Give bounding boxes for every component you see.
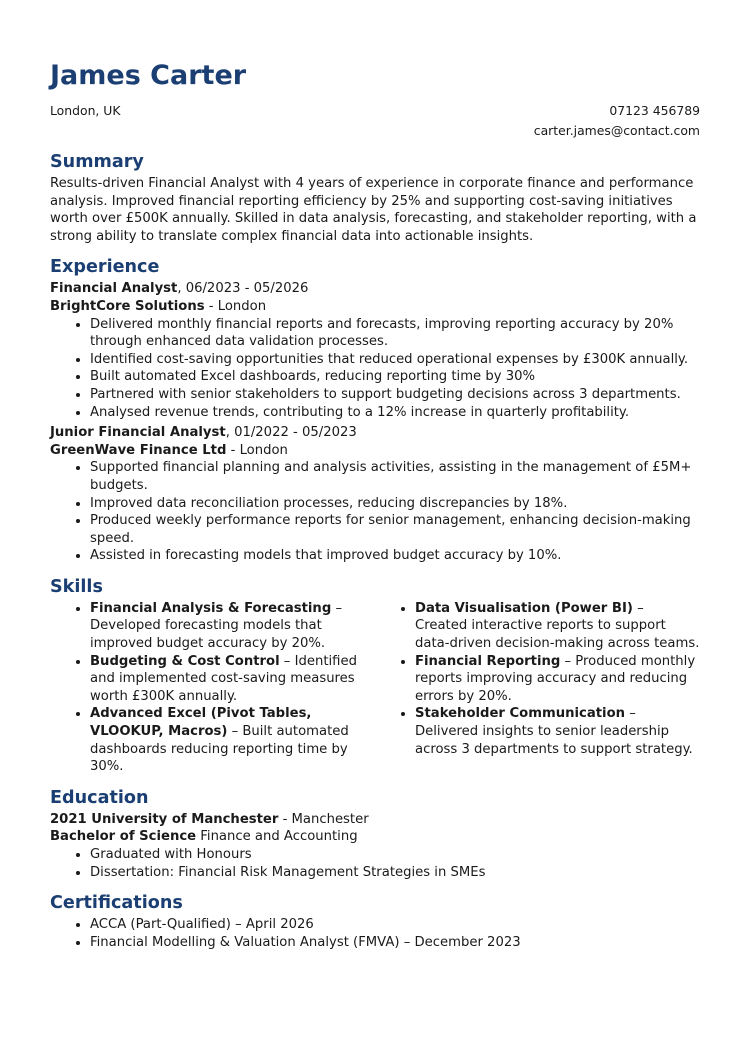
skill-item <box>415 653 700 706</box>
skill-desc: – Built automated dashboards reducing reporting time by 30%. <box>90 724 349 775</box>
list-item: • Dissertation: Financial Risk Management Strategies in SMEs <box>90 864 700 882</box>
job-entry <box>50 280 700 421</box>
job-company: BrightCore Solutions <box>50 298 205 314</box>
skills-section <box>50 576 700 776</box>
degree-line <box>50 828 700 846</box>
experience-section <box>50 256 700 565</box>
skill-desc: – Identified and implemented cost-saving measures worth £300K annually. <box>90 653 357 704</box>
summary-section <box>50 151 700 245</box>
list-item: • Financial Modelling & Valuation Analyst (FMVA) – December 2023 <box>90 934 700 952</box>
list-item: • ACCA (Part-Qualified) – April 2026 <box>90 916 700 934</box>
contact-details <box>534 101 700 140</box>
certifications-list <box>50 916 700 951</box>
summary-text: Results-driven Financial Analyst with 4 years of experience in corporate finance and performance analysis. Improved financial reporting efficiency by 25% and supporting cost-saving initiatives worth over £500K annually. Skilled in data analysis, forecasting, and stakeholder reporting, with a strong ability to translate complex financial data into actionable insights. <box>50 176 697 244</box>
job-company-line <box>50 298 700 316</box>
skills-column-right <box>375 600 700 776</box>
job-dates: , 01/2022 - 05/2023 <box>225 425 357 441</box>
skill-item <box>90 600 375 653</box>
list-item: • Produced weekly performance reports for senior management, enhancing decision-making speed. <box>90 512 700 547</box>
education-bullets <box>50 846 700 881</box>
job-entry <box>50 424 700 565</box>
skill-desc: – Developed forecasting models that improved budget accuracy by 20%. <box>90 600 343 652</box>
certifications-title: Certifications <box>50 893 183 914</box>
email-text: carter.james@contact.com <box>533 122 700 138</box>
skills-columns <box>50 600 700 776</box>
candidate-name: James Carter <box>50 60 247 91</box>
degree-name: Bachelor of Science <box>50 829 197 845</box>
location-text: London, UK <box>50 103 121 118</box>
contact-row <box>50 101 700 140</box>
job-bullets <box>50 316 700 422</box>
list-item: • Graduated with Honours <box>90 846 700 864</box>
job-location: - London <box>204 298 267 314</box>
school-line <box>50 811 700 829</box>
education-title: Education <box>50 787 149 808</box>
list-item: • Partnered with senior stakeholders to support budgeting decisions across 3 departments. <box>90 386 700 404</box>
skill-desc: – Produced monthly reports improving accuracy and reducing errors by 20%. <box>415 653 696 704</box>
skill-name: Advanced Excel (Pivot Tables, VLOOKUP, Macros) <box>90 706 312 740</box>
job-bullets <box>50 459 700 565</box>
summary-title: Summary <box>50 152 144 172</box>
skill-item <box>415 705 700 758</box>
job-role: Financial Analyst <box>50 281 178 297</box>
skill-desc: – Created interactive reports to support data-driven decision-making across teams. <box>415 600 700 652</box>
skill-name: Budgeting & Cost Control <box>90 653 280 669</box>
job-role-line <box>50 280 700 298</box>
skill-name: Stakeholder Communication <box>415 706 626 722</box>
skill-name: Financial Reporting <box>415 653 561 669</box>
skill-desc: – Delivered insights to senior leadership across 3 departments to support strategy. <box>415 706 693 757</box>
job-dates: , 06/2023 - 05/2026 <box>177 281 309 297</box>
skills-column-left <box>50 600 375 776</box>
list-item: • Identified cost-saving opportunities that reduced operational expenses by £300K annually. <box>90 351 700 369</box>
job-role-line <box>50 424 700 442</box>
phone-text: 07123 456789 <box>609 103 700 118</box>
education-section <box>50 787 700 881</box>
skill-item <box>90 705 375 775</box>
school-name: 2021 University of Manchester <box>50 811 279 827</box>
school-location: - Manchester <box>278 811 369 827</box>
job-company-line <box>50 442 700 460</box>
certifications-section <box>50 892 700 951</box>
skill-item <box>415 600 700 653</box>
list-item: • Improved data reconciliation processes, reducing discrepancies by 18%. <box>90 495 700 513</box>
skill-item <box>90 653 375 706</box>
list-item: • Supported financial planning and analysis activities, assisting in the management of £5M+ budgets. <box>90 459 700 494</box>
list-item: • Assisted in forecasting models that improved budget accuracy by 10%. <box>90 547 700 565</box>
list-item: • Built automated Excel dashboards, reducing reporting time by 30% <box>90 368 700 386</box>
job-location: - London <box>226 442 288 458</box>
list-item: • Analysed revenue trends, contributing to a 12% increase in quarterly profitability. <box>90 404 700 422</box>
skills-title: Skills <box>50 576 103 597</box>
skill-name: Data Visualisation (Power BI) <box>415 600 633 616</box>
skill-name: Financial Analysis & Forecasting <box>90 600 332 616</box>
experience-title: Experience <box>50 257 160 278</box>
job-role: Junior Financial Analyst <box>50 425 226 441</box>
job-company: GreenWave Finance Ltd <box>50 442 227 458</box>
list-item: • Delivered monthly financial reports and forecasts, improving reporting accuracy by 20% through enhanced data validation processes. <box>90 316 700 351</box>
degree-field: Finance and Accounting <box>196 829 358 845</box>
